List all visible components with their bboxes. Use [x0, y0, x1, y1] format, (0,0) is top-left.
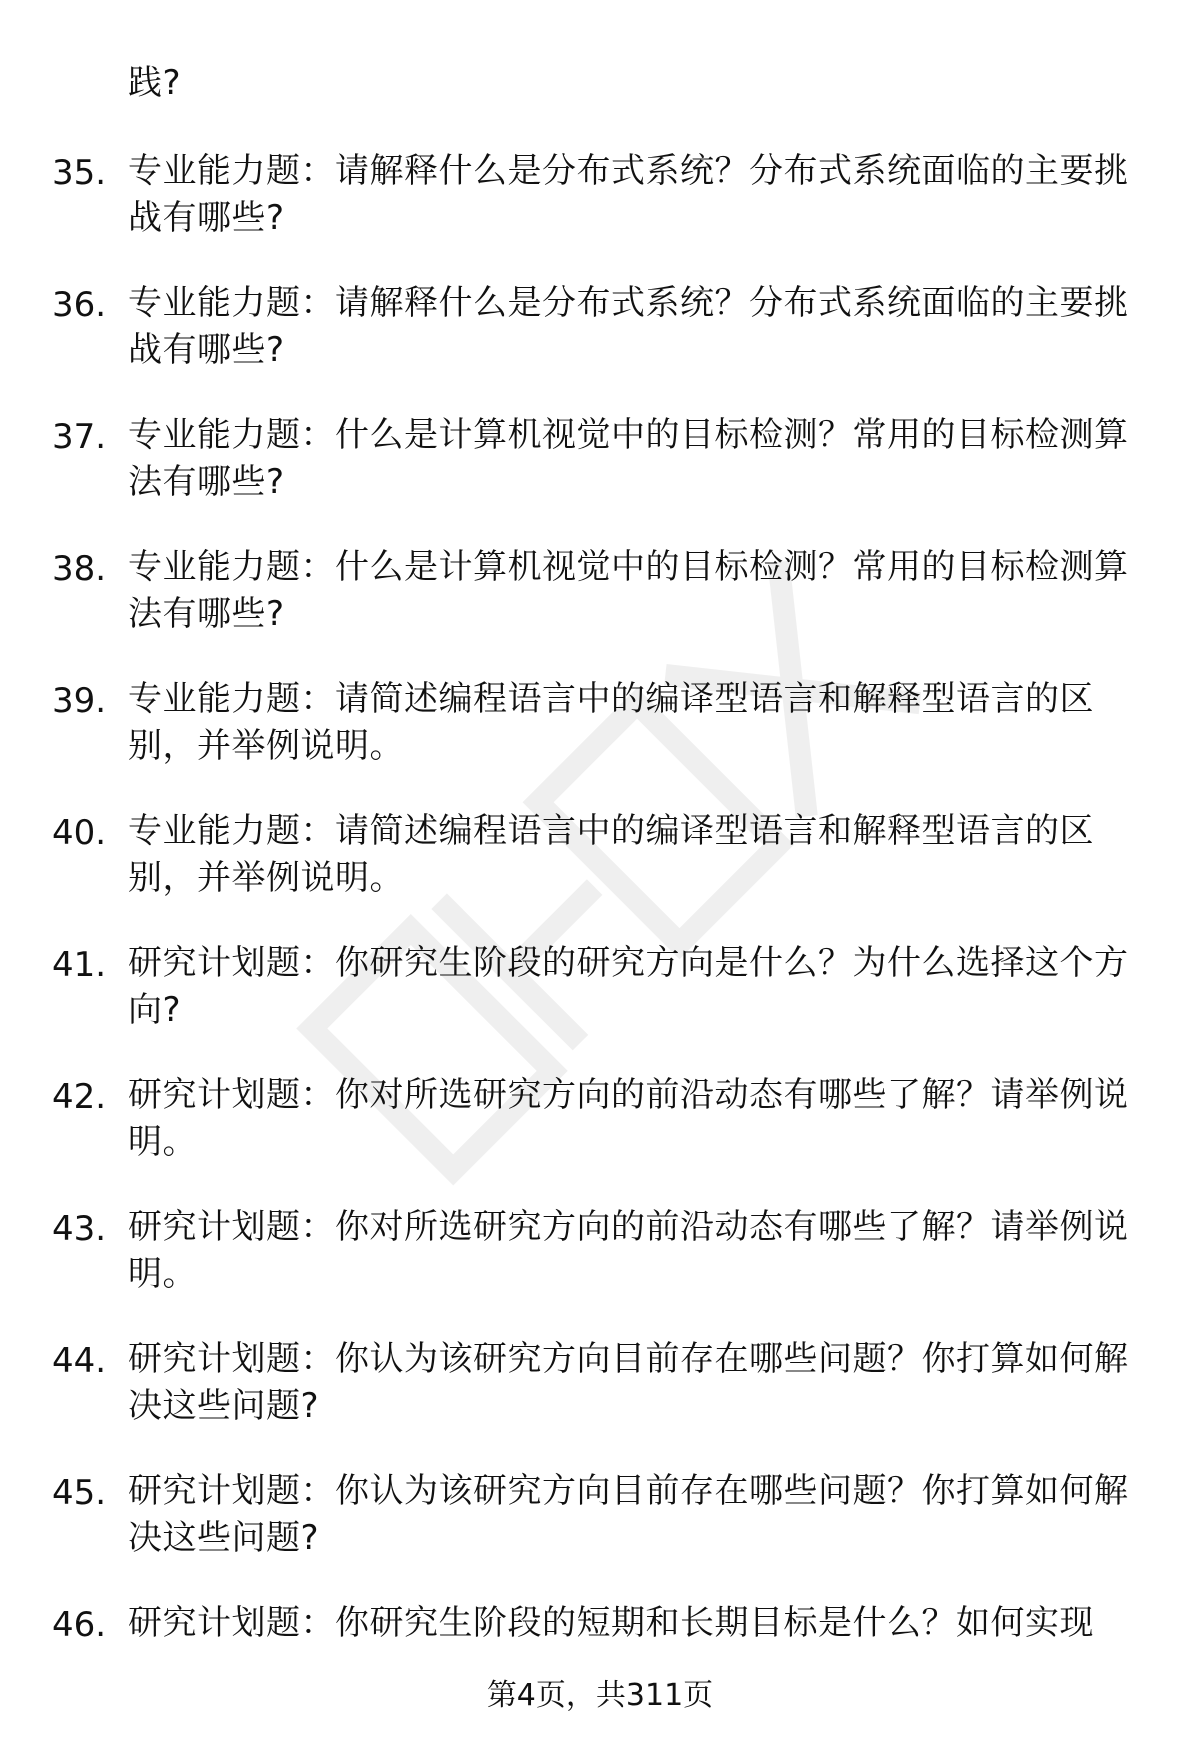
- question-number: 41.: [52, 945, 107, 985]
- question-item: [0, 148, 1200, 280]
- question-number: 43.: [52, 1209, 107, 1249]
- question-text: 研究计划题：你对所选研究方向的前沿动态有哪些了解？请举例说明。: [128, 1075, 1129, 1162]
- question-text: 研究计划题：你研究生阶段的短期和长期目标是什么？如何实现: [128, 1603, 1094, 1643]
- question-number: 37.: [52, 417, 107, 457]
- question-number: 45.: [52, 1473, 107, 1513]
- question-number: 40.: [52, 813, 107, 853]
- question-item: [0, 1336, 1200, 1468]
- question-number: 38.: [52, 549, 107, 589]
- question-item: [0, 1072, 1200, 1204]
- question-text: 专业能力题：请解释什么是分布式系统？分布式系统面临的主要挑战有哪些?: [128, 151, 1129, 238]
- question-number: 42.: [52, 1077, 107, 1117]
- question-text: 专业能力题：什么是计算机视觉中的目标检测？常用的目标检测算法有哪些?: [128, 415, 1129, 502]
- question-number: 39.: [52, 681, 107, 721]
- question-number: 35.: [52, 153, 107, 193]
- question-text: 研究计划题：你认为该研究方向目前存在哪些问题？你打算如何解决这些问题?: [128, 1471, 1129, 1558]
- question-item: [0, 940, 1200, 1072]
- question-number: 36.: [52, 285, 107, 325]
- question-list: [0, 148, 1200, 1732]
- question-text: 专业能力题：请简述编程语言中的编译型语言和解释型语言的区别，并举例说明。: [128, 679, 1094, 766]
- question-text: 研究计划题：你研究生阶段的研究方向是什么？为什么选择这个方向?: [128, 943, 1129, 1030]
- question-item: [0, 676, 1200, 808]
- question-item: [0, 412, 1200, 544]
- question-text: 研究计划题：你对所选研究方向的前沿动态有哪些了解？请举例说明。: [128, 1207, 1129, 1294]
- question-text: 专业能力题：请简述编程语言中的编译型语言和解释型语言的区别，并举例说明。: [128, 811, 1094, 898]
- question-item: [0, 544, 1200, 676]
- question-number: 46.: [52, 1605, 107, 1645]
- question-item: [0, 280, 1200, 412]
- question-number: 44.: [52, 1341, 107, 1381]
- continuation-text: 践?: [128, 63, 182, 103]
- question-text: 研究计划题：你认为该研究方向目前存在哪些问题？你打算如何解决这些问题?: [128, 1339, 1129, 1426]
- question-item: [0, 808, 1200, 940]
- question-item: [0, 1468, 1200, 1600]
- question-item: [0, 1204, 1200, 1336]
- question-text: 专业能力题：什么是计算机视觉中的目标检测？常用的目标检测算法有哪些?: [128, 547, 1129, 634]
- page-footer: 第4页，共311页: [486, 1678, 714, 1713]
- question-text: 专业能力题：请解释什么是分布式系统？分布式系统面临的主要挑战有哪些?: [128, 283, 1129, 370]
